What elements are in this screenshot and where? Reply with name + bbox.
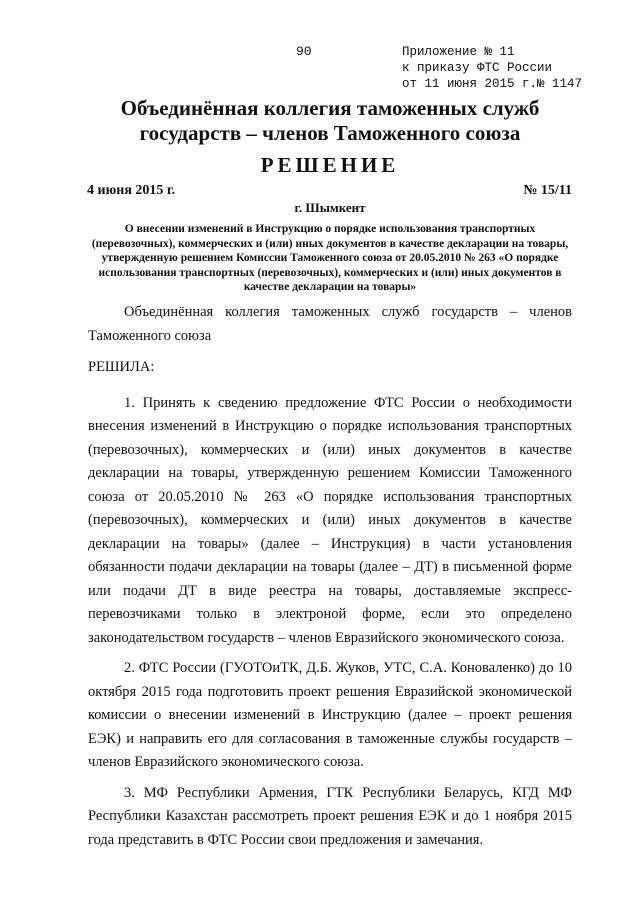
document-type-heading: РЕШЕНИЕ — [260, 153, 400, 177]
appendix-line: от 11 июня 2015 г.№ 1147 — [402, 77, 583, 91]
decision-body — [88, 301, 572, 859]
resolution-item-1: 1. Принять к сведению предложение ФТС России о необходимости внесения изменений в Инструкцию о порядке использования транспортных (перевозочных), коммерческих и (или) иных документов в качестве декларации на товары, утвержденную решением Комиссии Таможенного союза от 20.05.2010 № 263 «О порядке использования транспортных (перевозочных), коммерческих и (или) иных документов в качестве декларации на товары» (далее – Инструкция) в части установления обязанности подачи декларации на товары (далее – ДТ) в письменной форме или подачи ДТ в виде реестра на товары, доставляемые экспресс-перевозчиками только в электроной форме, если это определено законодательством государств – членов Евразийского экономического союза. — [88, 394, 572, 646]
organization-line: Объединённая коллегия таможенных служб — [120, 96, 540, 120]
organization-title — [80, 96, 580, 146]
resolution-item-2: 2. ФТС России (ГУОТОиТК, Д.Б. Жуков, УТС, С.А. Коноваленко) до 10 октября 2015 года подготовить проект решения Евразийской экономической комиссии о внесении изменений в Инструкцию (далее – проект решения ЕЭК) и направить его для согласования в таможенные службы государств – членов Евразийского экономического союза. — [88, 660, 572, 770]
page-number: 90 — [296, 44, 312, 59]
resolved-heading: РЕШИЛА: — [88, 359, 155, 375]
organization-line: государств – членов Таможенного союза — [139, 121, 521, 145]
intro-paragraph: Объединённая коллегия таможенных служб государств – членов Таможенного союза — [88, 304, 572, 344]
decision-city: г. Шымкент — [294, 200, 366, 215]
decision-date: 4 июня 2015 г. — [87, 183, 176, 198]
resolution-item-3: 3. МФ Республики Армения, ГТК Республики Беларусь, КГД МФ Республики Казахстан рассмотреть проект решения ЕЭК и до 1 ноября 2015 года представить в ФТС России свои предложения и замечания. — [88, 784, 572, 848]
appendix-line: к приказу ФТС России — [402, 61, 553, 75]
decision-subject: О внесении изменений в Инструкцию о порядке использования транспортных (перевозочных), коммерческих и (или) иных документов в качестве декларации на товары, утвержденную решением Комиссии Таможенного союза от 20.05.2010 № 263 «О порядке использования транспортных (перевозочных), коммерческих и (или) иных документов в качестве декларации на товары» — [91, 223, 569, 293]
decision-number: № 15/11 — [523, 183, 572, 198]
appendix-reference — [402, 44, 582, 92]
appendix-line: Приложение № 11 — [402, 45, 515, 59]
